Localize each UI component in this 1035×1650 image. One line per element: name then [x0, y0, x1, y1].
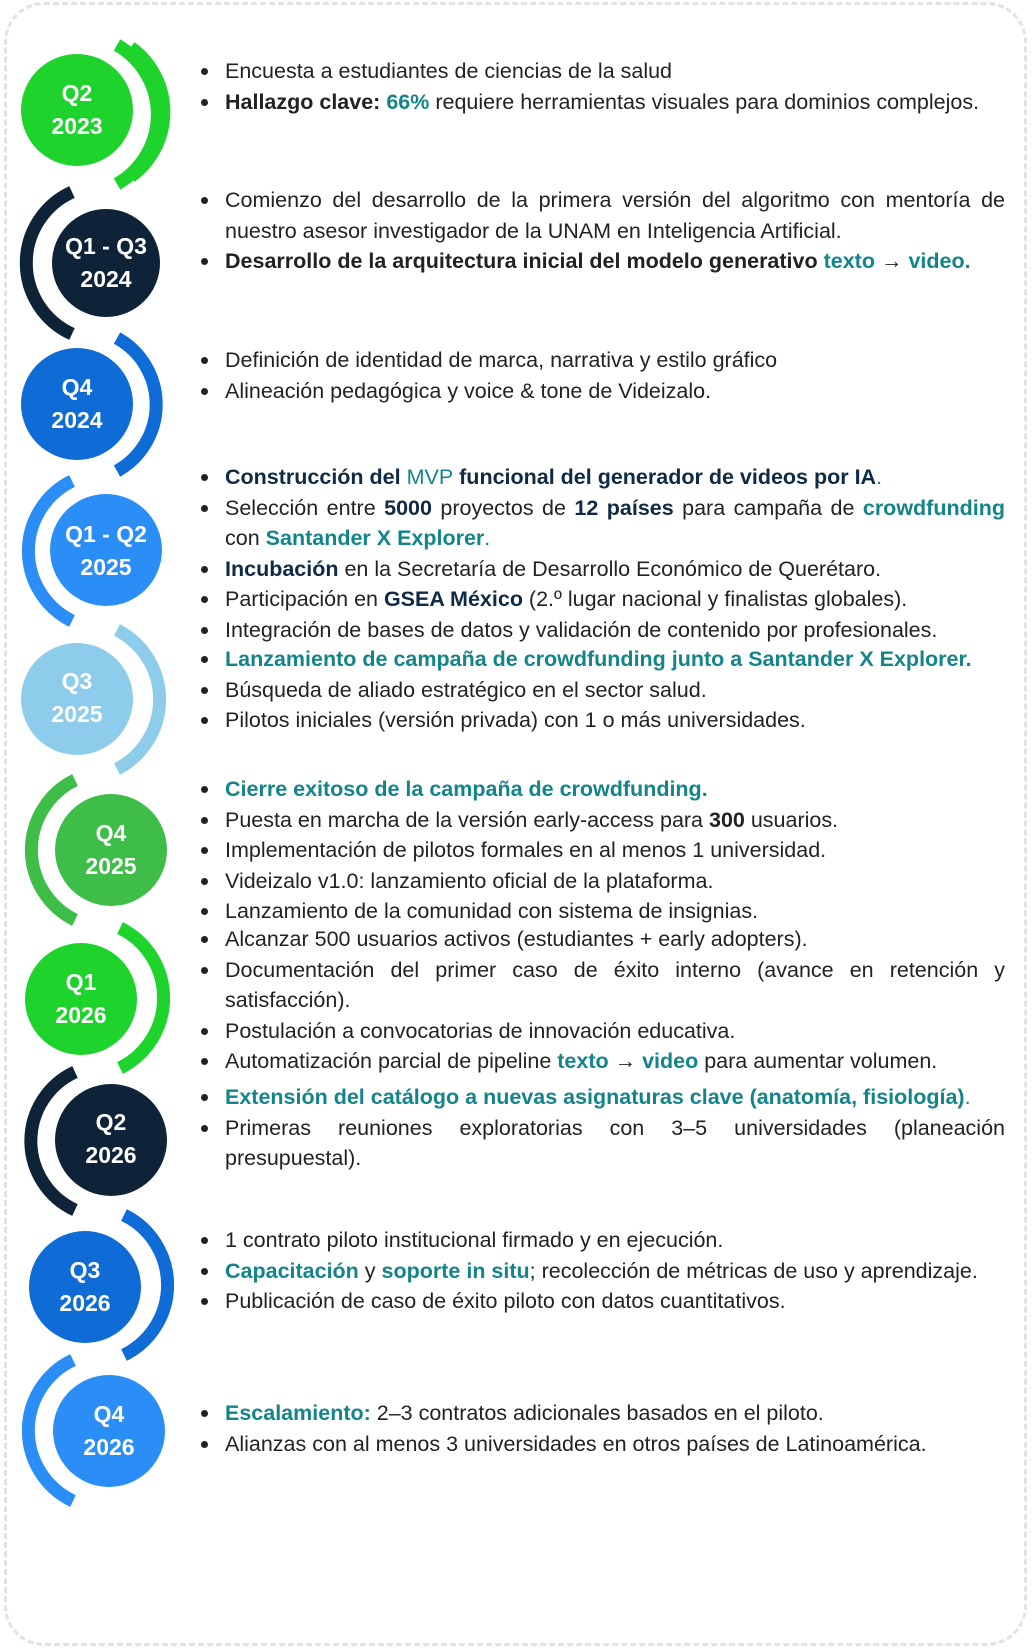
milestone-items: [200, 56, 1005, 117]
list-item: Cierre exitoso de la campaña de crowdfunding.: [200, 774, 1005, 805]
list-item: Documentación del primer caso de éxito interno (avance en retención y satisfacción).: [200, 955, 1005, 1016]
milestone-q3-2025: [0, 620, 1035, 765]
badge-period: Q3: [69, 1257, 101, 1283]
list-item: Lanzamiento de campaña de crowdfunding junto a Santander X Explorer.: [200, 644, 1005, 675]
list-item: Capacitación y soporte in situ; recolección de métricas de uso y aprendizaje.: [200, 1256, 1005, 1287]
list-item: Primeras reuniones exploratorias con 3–5 universidades (planeación presupuestal).: [200, 1113, 1005, 1174]
milestone-q4-2026: [0, 1350, 1035, 1510]
badge-period: Q2: [61, 80, 93, 106]
quarter-badge: [20, 1068, 170, 1218]
milestone-q4-2025: [0, 770, 1035, 930]
list-item: Hallazgo clave: 66% requiere herramientas visuales para dominios complejos.: [200, 87, 1005, 118]
badge-year: 2026: [83, 1434, 135, 1460]
list-item: Extensión del catálogo a nuevas asignaturas clave (anatomía, fisiología).: [200, 1082, 1005, 1113]
milestone-items: [200, 185, 1005, 277]
milestone-q2-2023: [0, 0, 1035, 190]
badge-year: 2026: [55, 1002, 107, 1028]
milestone-q4-2024: [0, 330, 1035, 475]
milestone-items: [200, 774, 1005, 927]
milestone-items: [200, 1082, 1005, 1174]
list-item: Escalamiento: 2–3 contratos adicionales basados en el piloto.: [200, 1398, 1005, 1429]
badge-period: Q1 - Q3: [65, 233, 147, 259]
badge-period: Q4: [95, 820, 127, 846]
milestone-q1-q3-2024: [0, 180, 1035, 340]
quarter-badge: [17, 333, 167, 478]
badge-year: 2024: [80, 266, 132, 292]
badge-period: Q4: [61, 374, 93, 400]
milestone-q3-2026: [0, 1205, 1035, 1360]
list-item: Lanzamiento de la comunidad con sistema de insignias.: [200, 896, 1005, 927]
list-item: Implementación de pilotos formales en al menos 1 universidad.: [200, 835, 1005, 866]
list-item: Integración de bases de datos y validación de contenido por profesionales.: [200, 615, 1005, 646]
badge-year: 2025: [51, 701, 103, 727]
badge-year: 2024: [51, 407, 103, 433]
milestone-items: [200, 644, 1005, 736]
badge-period: Q3: [61, 668, 93, 694]
badge-period: Q4: [93, 1401, 125, 1427]
list-item: Videizalo v1.0: lanzamiento oficial de la plataforma.: [200, 866, 1005, 897]
list-item: Construcción del MVP funcional del generador de videos por IA.: [200, 462, 1005, 493]
list-item: Publicación de caso de éxito piloto con datos cuantitativos.: [200, 1286, 1005, 1317]
list-item: Puesta en marcha de la versión early-access para 300 usuarios.: [200, 805, 1005, 836]
list-item: Selección entre 5000 proyectos de 12 países para campaña de crowdfunding con Santander X Explorer.: [200, 493, 1005, 554]
milestone-q2-2026: [0, 1065, 1035, 1215]
quarter-badge: [20, 925, 170, 1075]
milestone-items: [200, 924, 1005, 1077]
list-item: Comienzo del desarrollo de la primera versión del algoritmo con mentoría de nuestro asesor investigador de la UNAM en Inteligencia Artificial.: [200, 185, 1005, 246]
list-item: Alianzas con al menos 3 universidades en otros países de Latinoamérica.: [200, 1429, 1005, 1460]
badge-year: 2026: [59, 1290, 111, 1316]
list-item: Incubación en la Secretaría de Desarrollo Económico de Querétaro.: [200, 554, 1005, 585]
list-item: 1 contrato piloto institucional firmado y en ejecución.: [200, 1225, 1005, 1256]
milestone-q1-2026: [0, 920, 1035, 1075]
quarter-badge: [20, 474, 170, 624]
list-item: Definición de identidad de marca, narrativa y estilo gráfico: [200, 345, 1005, 376]
quarter-badge: [20, 625, 170, 770]
list-item: Pilotos iniciales (versión privada) con 1 o más universidades.: [200, 705, 1005, 736]
quarter-badge: [20, 775, 170, 925]
list-item: Postulación a convocatorias de innovación educativa.: [200, 1016, 1005, 1047]
quarter-badge: [20, 185, 170, 335]
badge-year: 2023: [51, 113, 103, 139]
badge-year: 2025: [85, 853, 137, 879]
milestone-items: [200, 1225, 1005, 1317]
quarter-badge: [20, 1210, 170, 1360]
badge-period: Q1 - Q2: [65, 521, 147, 547]
list-item: Desarrollo de la arquitectura inicial del modelo generativo texto → video.: [200, 246, 1005, 277]
milestone-items: [200, 1398, 1005, 1459]
list-item: Alcanzar 500 usuarios activos (estudiantes + early adopters).: [200, 924, 1005, 955]
badge-period: Q1: [65, 969, 97, 995]
list-item: Participación en GSEA México (2.º lugar nacional y finalistas globales).: [200, 584, 1005, 615]
list-item: Automatización parcial de pipeline texto → video para aumentar volumen.: [200, 1046, 1005, 1077]
quarter-badge: [17, 43, 167, 188]
badge-year: 2025: [80, 554, 132, 580]
badge-year: 2026: [85, 1142, 137, 1168]
list-item: Búsqueda de aliado estratégico en el sector salud.: [200, 675, 1005, 706]
milestone-items: [200, 345, 1005, 406]
badge-period: Q2: [95, 1109, 127, 1135]
milestone-items: [200, 462, 1005, 645]
list-item: Alineación pedagógica y voice & tone de Videizalo.: [200, 376, 1005, 407]
list-item: Encuesta a estudiantes de ciencias de la salud: [200, 56, 1005, 87]
milestone-q1-q2-2025: [0, 460, 1035, 642]
quarter-badge: [20, 1355, 170, 1505]
